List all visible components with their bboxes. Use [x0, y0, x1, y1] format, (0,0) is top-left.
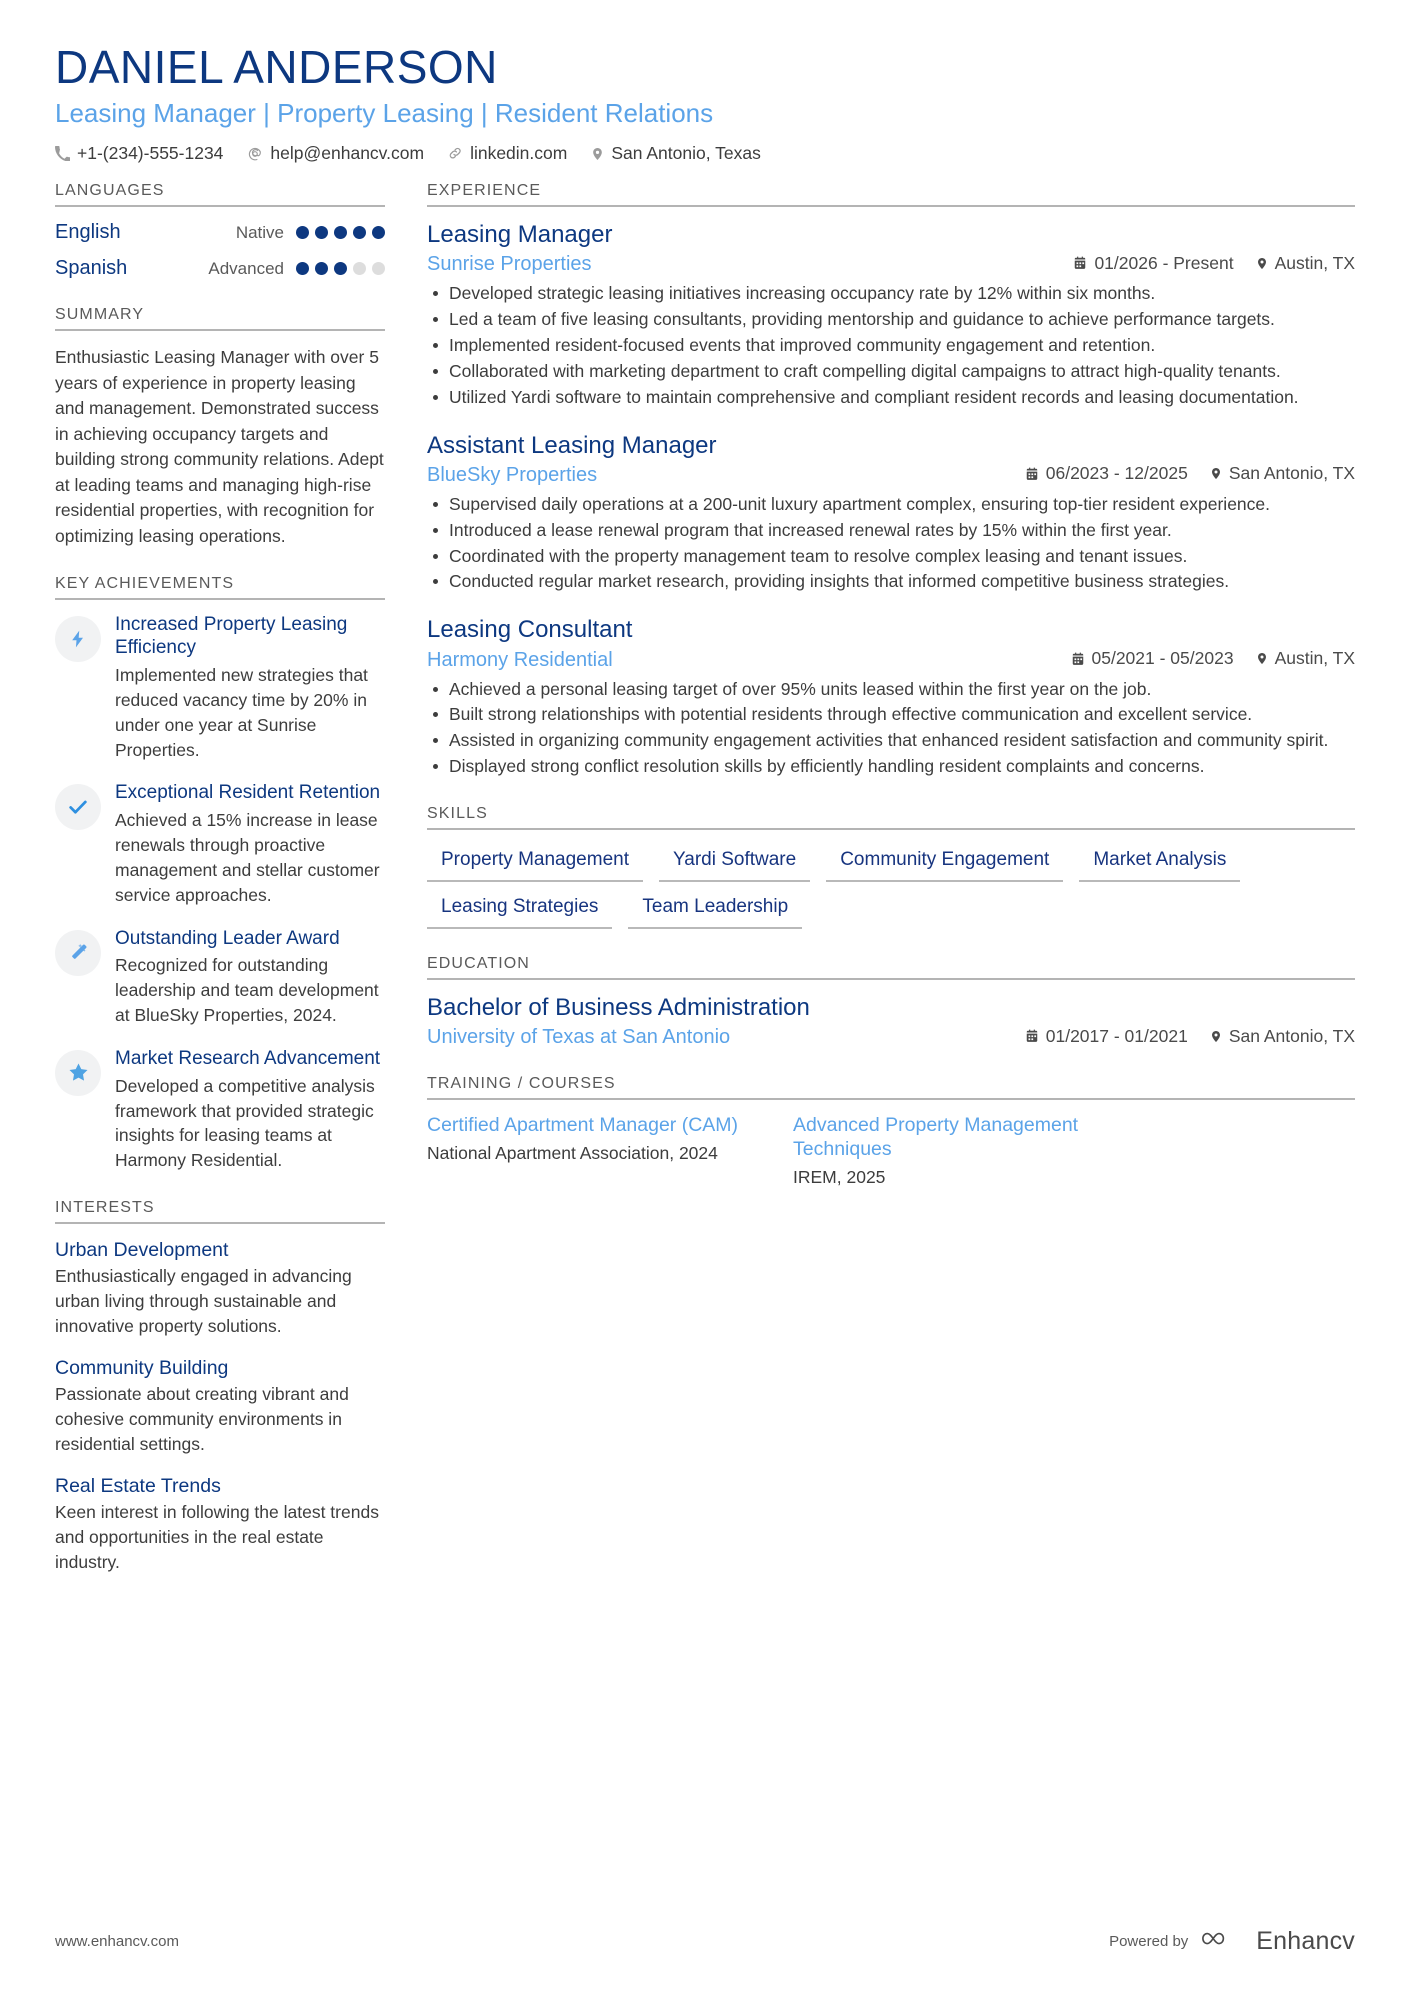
- section-divider: [427, 978, 1355, 980]
- achievement-desc: Achieved a 15% increase in lease renewals through proactive management and stellar customer service approaches.: [115, 810, 380, 905]
- language-dots: [296, 262, 385, 275]
- job-bullet: Implemented resident-focused events that improved community engagement and retention.: [427, 333, 1355, 358]
- footer-url[interactable]: www.enhancv.com: [55, 1933, 179, 1950]
- job-role: Leasing Manager: [427, 221, 613, 249]
- calendar-icon: [1073, 256, 1087, 270]
- rating-dot: [334, 226, 347, 239]
- calendar-icon: [1025, 467, 1039, 481]
- section-divider: [55, 329, 385, 331]
- education-meta-right: [1025, 1026, 1355, 1047]
- candidate-name: DANIEL ANDERSON: [55, 41, 498, 93]
- section-divider: [55, 1222, 385, 1224]
- job-company: Sunrise Properties: [427, 253, 592, 276]
- contact-location-value: San Antonio, Texas: [611, 143, 761, 164]
- interest-item: [55, 1356, 385, 1457]
- section-divider: [427, 205, 1355, 207]
- language-dots: [296, 226, 385, 239]
- job-company: Harmony Residential: [427, 648, 613, 671]
- job-location-value: Austin, TX: [1274, 252, 1355, 273]
- achievement-body: [115, 928, 385, 1028]
- star-icon: [55, 1050, 101, 1096]
- job-dates: [1071, 648, 1234, 669]
- phone-icon: [55, 146, 70, 161]
- experience-item: [427, 432, 1355, 595]
- contact-location: [591, 143, 761, 164]
- enhancv-logo-icon: [1202, 1926, 1242, 1957]
- job-bullet: Built strong relationships with potential residents through effective communication and excellent service.: [427, 702, 1355, 727]
- section-summary: [55, 306, 385, 549]
- job-location-value: San Antonio, TX: [1228, 463, 1355, 484]
- contact-linkedin-value: linkedin.com: [470, 143, 568, 164]
- section-title-languages: LANGUAGES: [55, 182, 165, 200]
- contact-email-value: help@enhancv.com: [270, 143, 425, 164]
- achievement-title: Market Research Advancement: [115, 1047, 381, 1069]
- job-bullet: Introduced a lease renewal program that increased renewal rates by 15% within the first year.: [427, 518, 1355, 543]
- achievement-title: Increased Property Leasing Efficiency: [115, 614, 348, 659]
- course-provider: IREM, 2025: [793, 1166, 886, 1187]
- candidate-headline: Leasing Manager | Property Leasing | Resident Relations: [55, 97, 714, 128]
- section-interests: [55, 1199, 385, 1575]
- achievement-body: [115, 782, 385, 907]
- job-bullet: Displayed strong conflict resolution skills by efficiently handling resident complaints and concerns.: [427, 754, 1355, 779]
- section-title-experience: EXPERIENCE: [427, 182, 542, 200]
- section-title-achievements: KEY ACHIEVEMENTS: [55, 575, 235, 593]
- interest-desc: Enthusiastically engaged in advancing urban living through sustainable and innovative property solutions.: [55, 1266, 352, 1337]
- contact-phone-value: +1-(234)-555-1234: [77, 143, 224, 164]
- job-bullets: [427, 492, 1355, 594]
- location-pin-icon: [1210, 466, 1222, 481]
- summary-text: Enthusiastic Leasing Manager with over 5 years of experience in property leasing and management. Demonstrated success in achieving occupancy targets and building strong community relations. Adept at leading teams and managing high-rise residential properties, with recognition for optimizing leasing operations.: [55, 347, 384, 546]
- course-item: [793, 1114, 1123, 1189]
- interest-title: Community Building: [55, 1357, 229, 1380]
- education-meta: [427, 1026, 1355, 1050]
- main-column: [427, 182, 1355, 1215]
- section-education: [427, 955, 1355, 1049]
- job-meta-right: [1025, 463, 1355, 484]
- experience-item: [427, 616, 1355, 779]
- magic-wand-icon: [55, 930, 101, 976]
- job-company: BlueSky Properties: [427, 463, 598, 486]
- enhancv-wordmark: Enhancv: [1256, 1927, 1355, 1955]
- rating-dot: [334, 262, 347, 275]
- courses-list: [427, 1114, 1355, 1189]
- job-meta: [427, 463, 1355, 487]
- achievement-desc: Developed a competitive analysis framework that provided strategic insights for leasing teams at Harmony Residential.: [115, 1075, 375, 1171]
- email-icon: [247, 146, 263, 162]
- language-rating: [236, 223, 385, 243]
- rating-dot: [315, 262, 328, 275]
- job-dates-value: 06/2023 - 12/2025: [1045, 463, 1188, 484]
- section-languages: [55, 182, 385, 280]
- section-title-skills: SKILLS: [427, 804, 488, 822]
- section-title-education: EDUCATION: [427, 954, 530, 972]
- contact-phone[interactable]: [55, 143, 223, 164]
- language-row: [55, 257, 385, 280]
- section-title-summary: SUMMARY: [55, 306, 145, 324]
- section-achievements: [55, 575, 385, 1173]
- section-training: [427, 1075, 1355, 1189]
- contact-list: [55, 143, 1355, 164]
- resume-footer: [55, 1926, 1355, 1957]
- section-title-training: TRAINING / COURSES: [427, 1075, 616, 1093]
- location-pin-icon: [1210, 1029, 1222, 1044]
- skill-tag: Market Analysis: [1079, 844, 1240, 882]
- language-row: [55, 221, 385, 244]
- achievement-item: [55, 782, 385, 907]
- job-meta-right: [1071, 648, 1356, 669]
- job-bullet: Coordinated with the property management team to resolve complex leasing and tenant issues.: [427, 544, 1355, 569]
- language-name: English: [55, 221, 121, 244]
- job-dates: [1073, 253, 1233, 274]
- course-provider: National Apartment Association, 2024: [427, 1143, 718, 1164]
- skill-tag: Property Management: [427, 844, 643, 882]
- job-bullet: Conducted regular market research, providing insights that informed competitive business strategies.: [427, 569, 1355, 594]
- job-role: Assistant Leasing Manager: [427, 431, 717, 459]
- job-dates: [1025, 463, 1188, 484]
- interest-title: Real Estate Trends: [55, 1474, 221, 1497]
- rating-dot: [353, 262, 366, 275]
- section-experience: [427, 182, 1355, 779]
- skill-tag: Team Leadership: [628, 891, 802, 929]
- powered-by-label: Powered by: [1109, 1933, 1189, 1950]
- language-level: Advanced: [208, 258, 284, 278]
- link-icon: [448, 146, 463, 161]
- job-bullet: Developed strategic leasing initiatives increasing occupancy rate by 12% within six months.: [427, 281, 1355, 306]
- location-pin-icon: [1256, 651, 1268, 666]
- skill-tag: Community Engagement: [826, 844, 1063, 882]
- section-divider: [55, 598, 385, 600]
- job-meta-right: [1073, 253, 1355, 274]
- interest-item: [55, 1474, 385, 1575]
- section-divider: [427, 828, 1355, 830]
- education-location-value: San Antonio, TX: [1228, 1025, 1355, 1046]
- job-dates-value: 05/2021 - 05/2023: [1091, 648, 1234, 669]
- course-title: Certified Apartment Manager (CAM): [427, 1114, 739, 1137]
- check-icon: [55, 784, 101, 830]
- achievement-desc: Implemented new strategies that reduced vacancy time by 20% in under one year at Sunrise Properties.: [115, 665, 368, 760]
- contact-linkedin[interactable]: [448, 143, 567, 164]
- section-divider: [427, 1098, 1355, 1100]
- education-location: [1210, 1026, 1355, 1047]
- job-bullet: Led a team of five leasing consultants, providing mentorship and guidance to achieve performance targets.: [427, 307, 1355, 332]
- course-item: [427, 1114, 757, 1189]
- section-skills: [427, 805, 1355, 929]
- rating-dot: [372, 262, 385, 275]
- achievement-item: [55, 928, 385, 1028]
- interest-item: [55, 1238, 385, 1339]
- resume-header: [55, 42, 1355, 164]
- rating-dot: [296, 262, 309, 275]
- achievement-body: [115, 1048, 385, 1173]
- rating-dot: [372, 226, 385, 239]
- job-location: [1256, 253, 1355, 274]
- interest-title: Urban Development: [55, 1239, 229, 1262]
- job-bullet: Collaborated with marketing department to craft compelling digital campaigns to attract high-quality tenants.: [427, 359, 1355, 384]
- job-bullets: [427, 281, 1355, 409]
- sidebar-column: [55, 182, 385, 1601]
- job-dates-value: 01/2026 - Present: [1094, 252, 1234, 273]
- degree-name: Bachelor of Business Administration: [427, 993, 810, 1021]
- footer-brand: [1109, 1926, 1355, 1957]
- rating-dot: [296, 226, 309, 239]
- language-level: Native: [235, 222, 284, 242]
- location-pin-icon: [591, 146, 604, 162]
- skill-tag: Leasing Strategies: [427, 891, 612, 929]
- achievement-item: [55, 614, 385, 762]
- calendar-icon: [1025, 1029, 1039, 1043]
- calendar-icon: [1071, 652, 1085, 666]
- interest-desc: Keen interest in following the latest trends and opportunities in the real estate industry.: [55, 1502, 379, 1572]
- education-item: [427, 994, 1355, 1049]
- location-pin-icon: [1256, 256, 1268, 271]
- achievement-title: Exceptional Resident Retention: [115, 782, 381, 804]
- job-bullet: Achieved a personal leasing target of over 95% units leased within the first year on the job.: [427, 677, 1355, 702]
- language-rating: [208, 259, 385, 279]
- job-location: [1210, 463, 1355, 484]
- education-dates: [1025, 1026, 1188, 1047]
- job-bullet: Assisted in organizing community engagement activities that enhanced resident satisfaction and community spirit.: [427, 728, 1355, 753]
- school-name: University of Texas at San Antonio: [427, 1026, 731, 1049]
- skill-tag: Yardi Software: [659, 844, 810, 882]
- interest-desc: Passionate about creating vibrant and cohesive community environments in residential settings.: [55, 1384, 349, 1455]
- job-bullets: [427, 677, 1355, 779]
- job-bullet: Supervised daily operations at a 200-unit luxury apartment complex, ensuring top-tier resident experience.: [427, 492, 1355, 517]
- section-divider: [55, 205, 385, 207]
- job-bullet: Utilized Yardi software to maintain comprehensive and compliant resident records and leasing documentation.: [427, 385, 1355, 410]
- lightning-bolt-icon: [55, 616, 101, 662]
- resume-columns: [55, 182, 1355, 1601]
- achievement-title: Outstanding Leader Award: [115, 927, 340, 949]
- job-location-value: Austin, TX: [1274, 648, 1355, 669]
- section-title-interests: INTERESTS: [55, 1199, 155, 1217]
- job-meta: [427, 648, 1355, 672]
- achievement-item: [55, 1048, 385, 1173]
- course-title: Advanced Property Management Techniques: [793, 1114, 1079, 1161]
- rating-dot: [353, 226, 366, 239]
- contact-email[interactable]: [247, 143, 424, 164]
- experience-item: [427, 221, 1355, 410]
- education-dates-value: 01/2017 - 01/2021: [1045, 1025, 1188, 1046]
- skills-list: [427, 844, 1355, 929]
- achievement-desc: Recognized for outstanding leadership and team development at BlueSky Properties, 2024.: [115, 955, 379, 1026]
- job-role: Leasing Consultant: [427, 616, 633, 644]
- achievement-body: [115, 614, 385, 762]
- job-meta: [427, 253, 1355, 277]
- rating-dot: [315, 226, 328, 239]
- job-location: [1256, 648, 1355, 669]
- language-name: Spanish: [55, 257, 128, 280]
